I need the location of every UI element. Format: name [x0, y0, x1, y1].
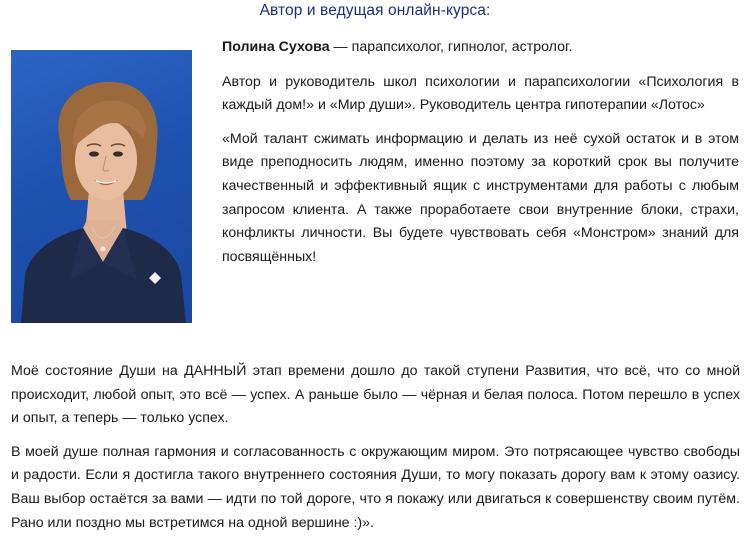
- story-paragraph: В моей душе полная гармония и согласованность с окружающим миром. Это потрясающее чувство свободы и радости. Если я достигла такого внутреннего состояния Души, то могу показать дорогу вам к этому оазису. Ваш выбор остаётся за вами — идти по той дороге, что я покажу или двигаться к совершенству своим путём. Рано или поздно мы встретимся на одной вершине :)».: [11, 443, 740, 531]
- author-intro: [222, 36, 739, 60]
- course-author-heading: Автор и ведущая онлайн-курса:: [259, 2, 491, 19]
- author-name: Полина Сухова: [222, 39, 330, 55]
- author-quote-paragraph: «Мой талант сжимать информацию и делать из неё сухой остаток и в этом виде преподносить людям, именно поэтому за короткий срок вы получите качественный и эффективный ящик с инструментами для работы с любым запросом клиента. А также проработаете свои внутренние блоки, страхи, конфликты личности. Вы будете чувствовать себя «Монстром» знаний для посвящённых!: [222, 130, 739, 265]
- author-schools-paragraph: Автор и руководитель школ психологии и парапсихологии «Психология в каждый дом!» и «Мир души». Руководитель центра гипотерапии «Лотос»: [222, 73, 739, 114]
- author-story: [11, 360, 740, 545]
- author-description: [222, 36, 739, 279]
- story-paragraph: Моё состояние Души на ДАННЫЙ этап времени дошло до такой ступени Развития, что всё, что со мной происходит, любой опыт, это всё — успех. А раньше было — чёрная и белая полоса. Потом перешло в успех и опыт, а теперь — только успех.: [11, 363, 740, 427]
- author-role: — парапсихолог, гипнолог, астролог.: [329, 39, 573, 55]
- author-photo: [11, 50, 192, 323]
